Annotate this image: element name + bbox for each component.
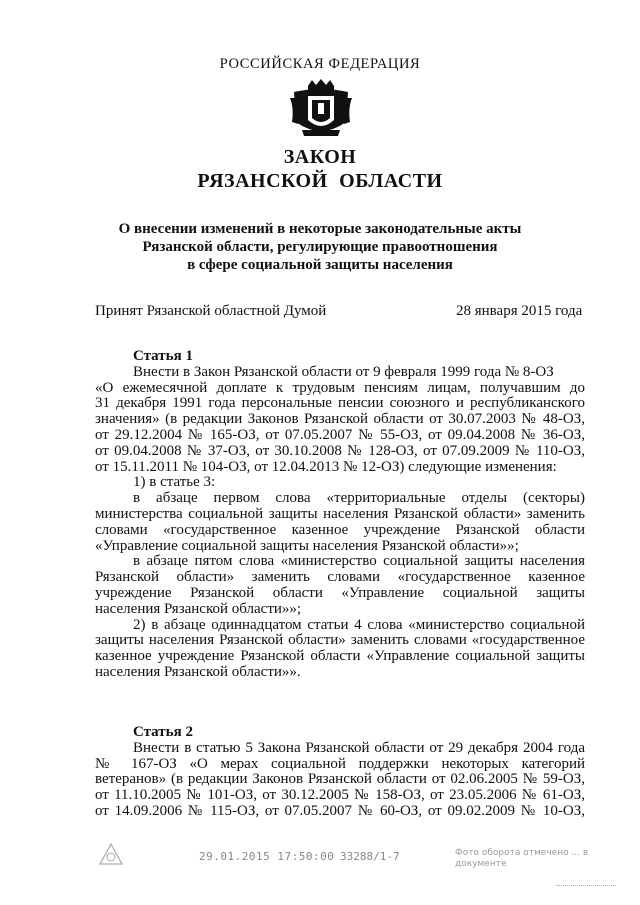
text-line: № 167-ОЗ «О мерах социальной поддержки некоторых категорий [95,755,585,772]
subject-line: О внесении изменений в некоторые законодательные акты [118,221,522,237]
text-line: Рязанской области» заменить словами «государственное казенное [95,569,585,586]
text-line: от 15.11.2011 № 104-ОЗ, от 12.04.2013 № 12-ОЗ) следующие изменения: [95,458,557,475]
text-line: защиты населения Рязанской области» заменить словами «государственное [95,632,585,649]
text-line: 2) в абзаце одиннадцатом статьи 4 слова «министерство социальной [133,616,585,633]
text-line: словами «государственное казенное учреждение Рязанской области [95,521,585,538]
divider [556,885,616,886]
text-line: от 14.09.2006 № 115-ОЗ, от 07.05.2007 № 60-ОЗ, от 09.02.2009 № 10-ОЗ, [95,802,585,819]
text-line: значения» (в редакции Законов Рязанской области от 30.07.2003 № 48-ОЗ, [95,411,585,428]
text-line: 31 декабря 1991 года персональные пенсии союзного и республиканского [95,395,585,412]
article-heading: Статья 2 [133,724,193,740]
watermark-logo-icon [98,842,124,868]
text-line: «О ежемесячной доплате к трудовым пенсиям лицам, получавшим до [95,379,585,396]
text-line: населения Рязанской области»»; [95,600,302,617]
text-line: в абзаце пятом слова «министерство социальной защиты населения [133,553,585,570]
text-line: населения Рязанской области»». [95,663,301,680]
scan-timestamp: 29.01.2015 17:50:00 [199,850,335,863]
text-line: 1) в статье 3: [133,474,216,491]
law-subject [0,220,640,274]
text-line: от 11.10.2005 № 101-ОЗ, от 30.12.2005 № 158-ОЗ, от 23.05.2006 № 61-ОЗ, [95,787,585,804]
subject-line: в сфере социальной защиты населения [187,257,453,273]
accepted-date: 28 января 2015 года [456,303,583,319]
article-1 [95,349,585,681]
text-line: ветеранов» (в редакции Законов Рязанской области от 02.06.2005 № 59-ОЗ, [95,771,585,788]
subject-line: Рязанской области, регулирующие правоотношения [142,239,498,255]
text-line: «Управление социальной защиты населения Рязанской области»»; [95,537,519,554]
text-line: казенное учреждение Рязанской области «Управление социальной защиты [95,648,585,665]
accepted-by: Принят Рязанской областной Думой [95,303,327,319]
country-title: РОССИЙСКАЯ ФЕДЕРАЦИЯ [219,56,421,72]
ryazan-coat-of-arms-icon [288,78,354,142]
article-2 [95,725,585,820]
law-region-title: РЯЗАНСКОЙ ОБЛАСТИ [197,170,443,192]
text-line: учреждение Рязанской области «Управление социальной защиты [95,584,585,601]
article-heading: Статья 1 [133,348,193,364]
text-line: Внести в статью 5 Закона Рязанской области от 29 декабря 2004 года [133,739,585,756]
text-line: Внести в Закон Рязанской области от 9 февраля 1999 года № 8-ОЗ [133,363,554,380]
law-title: ЗАКОН [283,146,357,168]
text-line: от 09.04.2008 № 37-ОЗ, от 30.10.2008 № 128-ОЗ, от 07.09.2009 № 110-ОЗ, [95,442,585,459]
scan-doc-number: 33288/1-7 [340,850,400,863]
text-line: министерства социальной защиты населения Рязанской области» заменить [95,505,585,522]
text-line: в абзаце первом слова «территориальные отделы (секторы) [133,490,585,507]
scan-note: Фото оборота отмечено ... в документе [455,848,589,869]
text-line: от 29.12.2004 № 165-ОЗ, от 07.05.2007 № 55-ОЗ, от 09.04.2008 № 36-ОЗ, [95,426,585,443]
